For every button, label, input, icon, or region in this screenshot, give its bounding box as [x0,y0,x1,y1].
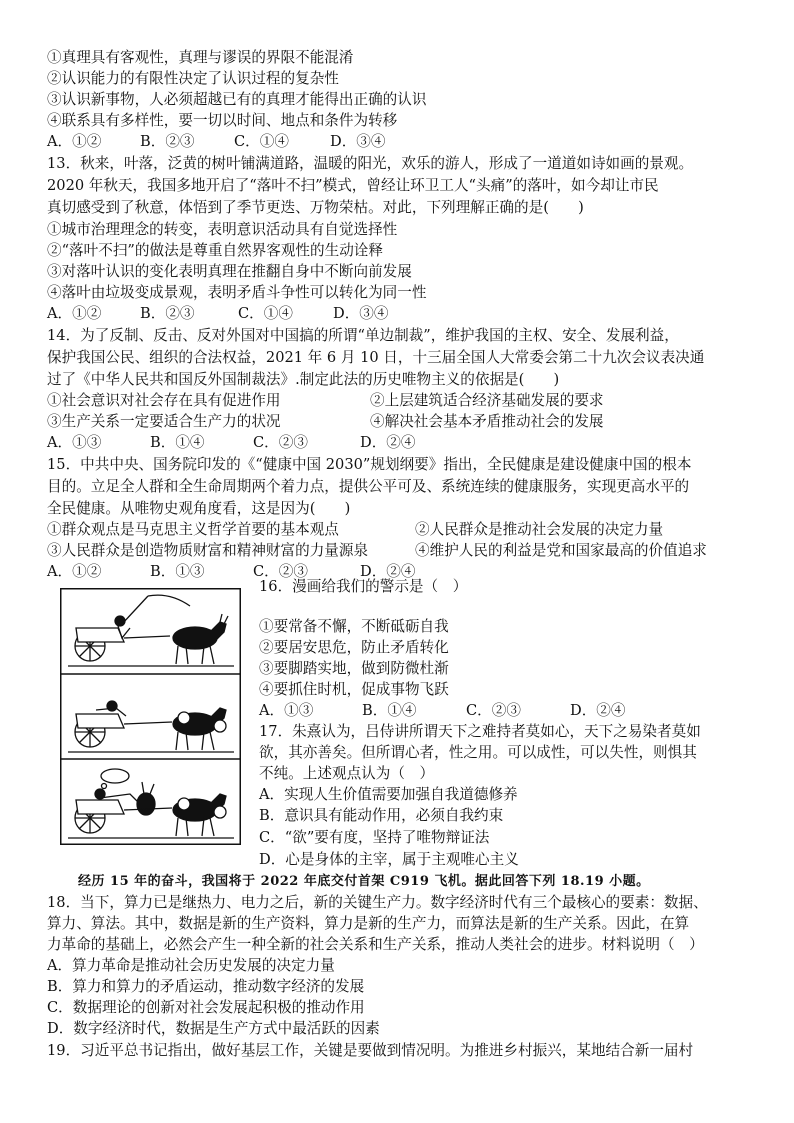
q13-stem-line-1: 13．秋来，叶落，泛黄的树叶铺满道路，温暖的阳光，欢乐的游人，形成了一道道如诗如画的景观。 [47,155,694,172]
q16-option-3: ③要脚踏实地，做到防微杜渐 [259,660,449,677]
q15-choice-d: D．②④ [360,563,416,580]
q13-choice-a: A．①② [47,305,102,322]
q15-option-3: ③人民群众是创造物质财富和精神财富的力量源泉 [47,542,369,559]
q14-option-4: ④解决社会基本矛盾推动社会的发展 [370,413,604,430]
q18-stem-line-2: 算力、算法。其中，数据是新的生产资料，算力是新的生产力，而算法是新的生产关系。因此，在算 [47,915,690,932]
q15-option-1: ①群众观点是马克思主义哲学首要的基本观点 [47,521,339,538]
q15-choice-b: B．①③ [150,563,205,580]
q18-stem-line-1: 18．当下，算力已是继热力、电力之后，新的关键生产力。数字经济时代有三个最核心的要素：数据、 [47,894,708,911]
q16-choice-a: A．①③ [259,702,314,719]
q16-stem: 16．漫画给我们的警示是（ ） [259,578,468,595]
q17-stem-line-2: 欲，其亦善矣。但所谓心者，性之用。可以成性，可以失性，则惧其 [259,744,697,761]
q12-option-2: ②认识能力的有限性决定了认识过程的复杂性 [47,70,339,87]
q14-choice-a: A．①③ [47,434,102,451]
q16-option-2: ②要居安思危，防止矛盾转化 [259,639,449,656]
q16-choice-b: B．①④ [362,702,417,719]
q12-option-4: ④联系具有多样性，要一切以时间、地点和条件为转移 [47,112,398,129]
q17-stem-line-1: 17．朱熹认为，吕侍讲所谓天下之难持者莫如心，天下之易染者莫如 [259,723,701,740]
q13-option-3: ③对落叶认识的变化表明真理在推翻自身中不断向前发展 [47,263,412,280]
q17-option-c: C．“欲”要有度，坚持了唯物辩证法 [259,829,490,846]
q14-option-2: ②上层建筑适合经济基础发展的要求 [370,392,604,409]
q18-stem-line-3: 力革命的基础上，必然会产生一种全新的社会关系和生产关系，推动人类社会的进步。材料说明（ ） [47,936,704,953]
q18-option-b: B．算力和算力的矛盾运动，推动数字经济的发展 [47,978,365,995]
q13-choice-d: D．③④ [333,305,389,322]
q18-option-a: A．算力革命是推动社会历史发展的决定力量 [47,957,335,974]
q14-choice-d: D．②④ [360,434,416,451]
q12-choice-b: B．②③ [140,133,195,150]
q15-option-2: ②人民群众是推动社会发展的决定力量 [415,521,664,538]
q12-option-1: ①真理具有客观性，真理与谬误的界限不能混淆 [47,49,354,66]
q15-stem-line-3: 全民健康。从唯物史观角度看，这是因为( ) [47,500,351,517]
q17-option-b: B．意识具有能动作用，必须自我约束 [259,807,504,824]
q15-stem-line-2: 目的。立足全人群和全生命周期两个着力点，提供公平可及、系统连续的健康服务，实现更高水平的 [47,478,690,495]
q19-stem-line-1: 19．习近平总书记指出，做好基层工作，关键是要做到情况明。为推进乡村振兴，某地结合新一届村 [47,1042,694,1059]
q17-option-d: D．心是身体的主宰，属于主观唯心主义 [259,851,519,868]
q13-choice-c: C．①④ [238,305,293,322]
q15-choice-c: C．②③ [253,563,308,580]
q13-option-4: ④落叶由垃圾变成景观，表明矛盾斗争性可以转化为同一性 [47,284,427,301]
q14-stem-line-2: 保护我国公民、组织的合法权益，2021 年 6 月 10 日，十三届全国人大常委会第二十九次会议表决通 [47,349,705,366]
q13-stem-line-2: 2020 年秋天，我国多地开启了“落叶不扫”模式，曾经让环卫工人“头痛”的落叶，如今却让市民 [47,177,659,194]
q16-choice-c: C．②③ [466,702,521,719]
q18-option-c: C．数据理论的创新对社会发展起积极的推动作用 [47,999,365,1016]
q12-choice-c: C．①④ [234,133,289,150]
q15-stem-line-1: 15．中共中央、国务院印发的《“健康中国 2030”规划纲要》指出，全民健康是建设健康中国的根本 [47,456,692,473]
q13-choice-b: B．②③ [140,305,195,322]
q16-option-4: ④要抓住时机，促成事物飞跃 [259,681,449,698]
q17-option-a: A．实现人生价值需要加强自我道德修养 [259,786,518,803]
q15-choice-a: A．①② [47,563,102,580]
q14-stem-line-1: 14．为了反制、反击、反对外国对中国搞的所谓“单边制裁”，维护我国的主权、安全、发展利益， [47,327,679,344]
q18-option-d: D．数字经济时代，数据是生产方式中最活跃的因素 [47,1020,380,1037]
q14-stem-line-3: 过了《中华人民共和国反外国制裁法》.制定此法的历史唯物主义的依据是( ) [47,371,560,388]
q13-option-1: ①城市治理理念的转变，表明意识活动具有自觉选择性 [47,221,398,238]
q13-option-2: ②“落叶不扫”的做法是尊重自然界客观性的生动诠释 [47,242,383,259]
q12-option-3: ③认识新事物，人必须超越已有的真理才能得出正确的认识 [47,91,427,108]
q12-choice-a: A．①② [47,133,102,150]
q14-option-3: ③生产关系一定要适合生产力的状况 [47,413,281,430]
section-intro: 经历 15 年的奋斗，我国将于 2022 年底交付首架 C919 飞机。据此回答下列 18.19 小题。 [78,874,650,889]
q14-choice-b: B．①④ [150,434,205,451]
q15-option-4: ④维护人民的利益是党和国家最高的价值追求 [415,542,707,559]
comic-panel-2 [68,701,234,752]
q14-option-1: ①社会意识对社会存在具有促进作用 [47,392,281,409]
q17-stem-line-3: 不纯。上述观点认为（ ） [259,765,435,782]
comic-panel-1 [68,595,234,666]
q16-choice-d: D．②④ [570,702,626,719]
cart-comic-illustration [60,588,241,845]
q14-choice-c: C．②③ [253,434,308,451]
q12-choice-d: D．③④ [330,133,386,150]
q13-stem-line-3: 真切感受到了秋意，体悟到了季节更迭、万物荣枯。对此，下列理解正确的是( ) [47,199,584,216]
comic-panel-3 [68,769,234,838]
q16-option-1: ①要常备不懈，不断砥砺自我 [259,618,449,635]
